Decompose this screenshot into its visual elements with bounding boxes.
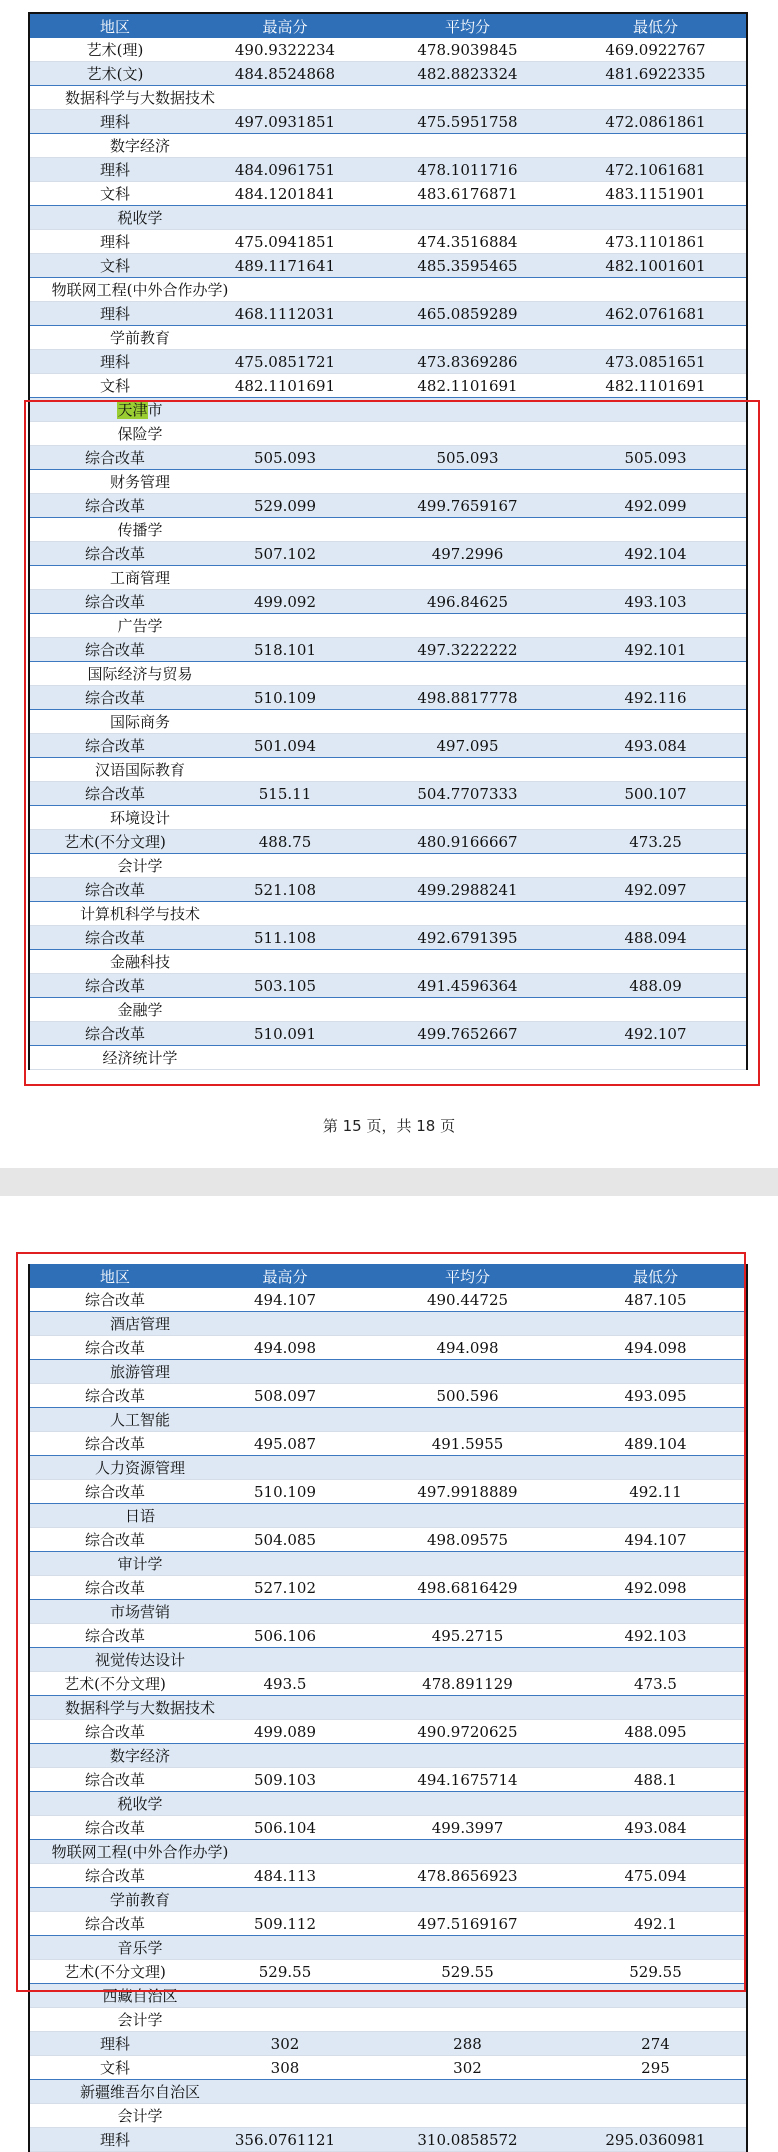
avg-score-cell: 482.1101691 [417,376,518,395]
min-score-cell: 473.1101861 [605,232,706,251]
major-row [30,278,746,302]
avg-score-cell: 500.596 [436,1386,499,1405]
category-cell: 综合改革 [84,1483,145,1501]
min-score-cell: 469.0922767 [605,40,706,59]
category-cell: 综合改革 [84,1867,145,1885]
major-row [30,1504,746,1528]
min-score-cell: 482.1101691 [605,376,706,395]
category-cell: 综合改革 [84,497,145,515]
min-score-cell: 505.093 [624,448,687,467]
major-row [30,86,746,110]
major-row [30,566,746,590]
table-row [30,542,746,566]
avg-score-cell: 478.8656923 [417,1866,518,1885]
max-score-cell: 494.107 [253,1290,317,1309]
table-row [30,782,746,806]
max-score-cell: 482.1101691 [234,376,336,395]
major-name: 视觉传达设计 [94,1651,185,1669]
major-name: 审计学 [117,1555,163,1573]
min-score-cell: 472.1061681 [605,160,706,179]
category-cell: 理科 [99,353,130,371]
major-row [30,326,746,350]
major-row [30,710,746,734]
table-row [30,1960,746,1984]
major-name: 会计学 [117,2011,163,2029]
min-score-cell: 462.0761681 [605,304,706,323]
category-cell: 综合改革 [84,1771,145,1789]
avg-score-cell: 310.0858572 [417,2130,518,2149]
max-score-cell: 505.093 [253,448,317,467]
avg-score-cell: 497.095 [436,736,499,755]
major-name: 工商管理 [109,569,170,587]
avg-score-cell: 496.84625 [426,592,509,611]
max-score-cell: 308 [270,2058,300,2077]
category-cell: 综合改革 [84,1915,145,1933]
avg-score-cell: 505.093 [436,448,499,467]
major-name: 学前教育 [109,1891,170,1909]
avg-score-cell: 475.5951758 [417,112,518,131]
table-row [30,38,746,62]
major-name: 物联网工程(中外合作办学) [51,281,229,299]
max-score-cell: 527.102 [253,1578,317,1597]
major-row [30,1456,746,1480]
max-score-cell: 497.0931851 [234,112,336,131]
region-row [30,398,746,422]
category-cell: 综合改革 [84,545,145,563]
major-row [30,902,746,926]
page-separator [0,1168,778,1196]
max-score-cell: 518.101 [253,640,317,659]
min-score-cell: 492.1 [634,1914,677,1933]
major-row [30,1360,746,1384]
min-score-cell: 493.084 [624,1818,687,1837]
avg-score-cell: 529.55 [441,1962,494,1981]
avg-score-cell: 478.1011716 [417,160,518,179]
major-row [30,998,746,1022]
min-score-cell: 475.094 [624,1866,687,1885]
avg-score-cell: 497.9918889 [417,1482,518,1501]
max-score-cell: 510.109 [253,1482,317,1501]
avg-score-cell: 497.2996 [431,544,504,563]
avg-score-cell: 494.098 [436,1338,499,1357]
major-name: 传播学 [117,521,163,539]
major-row [30,1648,746,1672]
column-header: 地区 [99,17,130,36]
category-cell: 综合改革 [84,641,145,659]
max-score-cell: 475.0941851 [234,232,336,251]
avg-score-cell: 480.9166667 [417,832,518,851]
major-name: 环境设计 [109,809,170,827]
major-row [30,1936,746,1960]
major-row [30,1312,746,1336]
max-score-cell: 488.75 [258,832,312,851]
table-row [30,2128,746,2152]
table-row [30,1912,746,1936]
major-name: 数字经济 [109,1747,170,1765]
table-row [30,230,746,254]
table-row [30,494,746,518]
major-row [30,206,746,230]
major-row [30,1792,746,1816]
table-row [30,254,746,278]
min-score-cell: 295 [641,2058,670,2077]
min-score-cell: 295.0360981 [605,2130,706,2149]
major-row [30,806,746,830]
major-row [30,662,746,686]
min-score-cell: 488.094 [624,928,687,947]
table-row [30,734,746,758]
page-footer: 第 15 页，共 18 页 [322,1117,456,1135]
avg-score-cell: 498.6816429 [417,1578,518,1597]
category-cell: 综合改革 [84,1579,145,1597]
avg-score-cell: 495.2715 [431,1626,504,1645]
major-row [30,1696,746,1720]
score-table-page-15 [28,12,748,1070]
table-row [30,1432,746,1456]
major-name: 汉语国际教育 [94,761,185,779]
max-score-cell: 503.105 [253,976,317,995]
min-score-cell: 500.107 [624,784,687,803]
avg-score-cell: 302 [453,2058,482,2077]
min-score-cell: 483.1151901 [605,184,706,203]
avg-score-cell: 478.9039845 [417,40,518,59]
min-score-cell: 473.0851651 [605,352,706,371]
min-score-cell: 493.095 [624,1386,687,1405]
category-cell: 综合改革 [84,593,145,611]
table-row [30,1624,746,1648]
min-score-cell: 487.105 [624,1290,687,1309]
avg-score-cell: 465.0859289 [417,304,518,323]
category-cell: 艺术(文) [86,65,144,83]
max-score-cell: 510.091 [253,1024,317,1043]
major-name: 酒店管理 [109,1315,170,1333]
max-score-cell: 499.089 [253,1722,317,1741]
max-score-cell: 507.102 [253,544,317,563]
max-score-cell: 501.094 [253,736,317,755]
avg-score-cell: 498.09575 [426,1530,509,1549]
category-cell: 艺术(不分文理) [64,833,166,851]
column-header: 地区 [99,1267,130,1286]
major-name: 学前教育 [109,329,170,347]
pdf-page-16 [0,1196,778,2152]
category-cell: 综合改革 [84,1387,145,1405]
table-row [30,638,746,662]
min-score-cell: 492.11 [629,1482,682,1501]
major-name: 国际商务 [109,713,170,731]
table-row [30,2032,746,2056]
major-name: 数据科学与大数据技术 [64,1699,215,1717]
table-row [30,1864,746,1888]
region-row [30,1984,746,2008]
avg-score-cell: 498.8817778 [417,688,518,707]
column-header: 平均分 [444,1267,490,1286]
major-name: 计算机科学与技术 [79,905,200,923]
max-score-cell: 529.55 [258,1962,312,1981]
column-header: 最高分 [262,17,308,36]
category-cell: 综合改革 [84,881,145,899]
min-score-cell: 492.116 [624,688,687,707]
major-row [30,422,746,446]
max-score-cell: 484.1201841 [234,184,336,203]
avg-score-cell: 504.7707333 [417,784,518,803]
category-cell: 理科 [99,161,130,179]
table-row [30,1022,746,1046]
table-row [30,182,746,206]
table-row [30,1576,746,1600]
category-cell: 文科 [99,2059,130,2077]
category-cell: 艺术(不分文理) [64,1675,166,1693]
major-row [30,134,746,158]
category-cell: 综合改革 [84,1291,145,1309]
category-cell: 理科 [99,233,130,251]
major-name: 保险学 [117,425,163,443]
max-score-cell: 494.098 [253,1338,317,1357]
major-name: 物联网工程(中外合作办学) [51,1843,229,1861]
major-row [30,1744,746,1768]
max-score-cell: 515.11 [258,784,312,803]
table-row [30,926,746,950]
min-score-cell: 473.5 [634,1674,677,1693]
max-score-cell: 506.106 [253,1626,317,1645]
table-header-row [30,1264,746,1288]
category-cell: 艺术(不分文理) [64,1963,166,1981]
avg-score-cell: 499.7659167 [417,496,518,515]
category-cell: 综合改革 [84,1627,145,1645]
category-cell: 综合改革 [84,1435,145,1453]
major-name: 人工智能 [109,1411,170,1429]
major-name: 日语 [124,1507,155,1525]
major-row [30,1600,746,1624]
table-row [30,110,746,134]
min-score-cell: 492.099 [624,496,687,515]
min-score-cell: 492.098 [624,1578,687,1597]
table-row [30,1480,746,1504]
max-score-cell: 511.108 [253,928,317,947]
avg-score-cell: 490.44725 [426,1290,509,1309]
max-score-cell: 509.103 [253,1770,317,1789]
max-score-cell: 495.087 [253,1434,317,1453]
max-score-cell: 484.8524868 [234,64,336,83]
max-score-cell: 468.1112031 [234,304,336,323]
avg-score-cell: 288 [453,2034,482,2053]
min-score-cell: 492.097 [624,880,687,899]
category-cell: 艺术(理) [86,41,144,59]
min-score-cell: 529.55 [629,1962,682,1981]
column-header: 平均分 [444,17,490,36]
max-score-cell: 508.097 [253,1386,317,1405]
avg-score-cell: 485.3595465 [417,256,518,275]
major-name: 人力资源管理 [94,1459,185,1477]
major-row [30,758,746,782]
max-score-cell: 475.0851721 [234,352,336,371]
region-name: 西藏自治区 [102,1987,178,2005]
max-score-cell: 499.092 [253,592,317,611]
avg-score-cell: 473.8369286 [417,352,518,371]
max-score-cell: 509.112 [253,1914,317,1933]
max-score-cell: 490.9322234 [234,40,336,59]
major-row [30,2008,746,2032]
region-name-suffix: 市 [147,401,163,419]
major-row [30,470,746,494]
major-name: 经济统计学 [102,1049,178,1067]
avg-score-cell: 494.1675714 [417,1770,518,1789]
major-row [30,1840,746,1864]
avg-score-cell: 478.891129 [422,1674,513,1693]
category-cell: 理科 [99,113,130,131]
category-cell: 综合改革 [84,1723,145,1741]
region-name [30,399,250,420]
major-row [30,1046,746,1070]
major-row [30,1888,746,1912]
column-header: 最高分 [262,1267,308,1286]
min-score-cell: 492.103 [624,1626,687,1645]
min-score-cell: 488.09 [629,976,682,995]
score-table-page-16 [28,1264,748,2152]
max-score-cell: 493.5 [263,1674,307,1693]
major-name: 金融学 [117,1001,163,1019]
min-score-cell: 489.104 [624,1434,687,1453]
avg-score-cell: 491.5955 [431,1434,504,1453]
table-row [30,590,746,614]
min-score-cell: 492.104 [624,544,687,563]
category-cell: 文科 [99,185,130,203]
min-score-cell: 493.084 [624,736,687,755]
min-score-cell: 494.107 [624,1530,687,1549]
min-score-cell: 492.107 [624,1024,687,1043]
category-cell: 综合改革 [84,785,145,803]
avg-score-cell: 497.5169167 [417,1914,518,1933]
avg-score-cell: 492.6791395 [417,928,518,947]
min-score-cell: 488.095 [624,1722,687,1741]
major-row [30,950,746,974]
max-score-cell: 510.109 [253,688,317,707]
max-score-cell: 529.099 [253,496,317,515]
table-row [30,1768,746,1792]
table-row [30,686,746,710]
min-score-cell: 494.098 [624,1338,687,1357]
avg-score-cell: 497.3222222 [417,640,518,659]
major-name: 音乐学 [117,1939,163,1957]
table-row [30,1720,746,1744]
major-row [30,2104,746,2128]
avg-score-cell: 474.3516884 [417,232,518,251]
table-row [30,1528,746,1552]
min-score-cell: 274 [641,2034,670,2053]
table-row [30,878,746,902]
major-name: 数据科学与大数据技术 [64,89,215,107]
region-name: 新疆维吾尔自治区 [79,2083,200,2101]
major-name: 税收学 [117,209,163,227]
min-score-cell: 482.1001601 [605,256,706,275]
category-cell: 理科 [99,2035,130,2053]
avg-score-cell: 499.3997 [431,1818,504,1837]
max-score-cell: 521.108 [253,880,317,899]
column-header: 最低分 [632,1267,678,1286]
avg-score-cell: 499.2988241 [417,880,518,899]
major-name: 国际经济与贸易 [87,665,193,683]
table-row [30,350,746,374]
major-row [30,1552,746,1576]
min-score-cell: 472.0861861 [605,112,706,131]
table-header-row [30,14,746,38]
avg-score-cell: 499.7652667 [417,1024,518,1043]
category-cell: 理科 [99,305,130,323]
table-row [30,2056,746,2080]
major-row [30,1408,746,1432]
max-score-cell: 489.1171641 [234,256,336,275]
major-name: 会计学 [117,857,163,875]
min-score-cell: 493.103 [624,592,687,611]
category-cell: 综合改革 [84,737,145,755]
max-score-cell: 356.0761121 [234,2130,336,2149]
major-name: 财务管理 [109,473,170,491]
table-row [30,1384,746,1408]
table-row [30,830,746,854]
table-row [30,1672,746,1696]
category-cell: 综合改革 [84,929,145,947]
category-cell: 综合改革 [84,977,145,995]
table-row [30,158,746,182]
table-row [30,1816,746,1840]
table-row [30,974,746,998]
avg-score-cell: 490.9720625 [417,1722,518,1741]
max-score-cell: 302 [270,2034,300,2053]
column-header: 最低分 [632,17,678,36]
avg-score-cell: 483.6176871 [417,184,518,203]
major-name: 旅游管理 [109,1363,170,1381]
major-name: 广告学 [117,617,163,635]
major-row [30,518,746,542]
table-row [30,446,746,470]
major-row [30,614,746,638]
major-row [30,854,746,878]
category-cell: 综合改革 [84,689,145,707]
avg-score-cell: 482.8823324 [417,64,518,83]
search-highlight: 天津 [117,401,148,419]
category-cell: 综合改革 [84,1819,145,1837]
major-name: 金融科技 [109,953,170,971]
table-row [30,302,746,326]
min-score-cell: 492.101 [624,640,687,659]
category-cell: 综合改革 [84,1339,145,1357]
category-cell: 文科 [99,257,130,275]
category-cell: 综合改革 [84,1025,145,1043]
max-score-cell: 484.113 [253,1866,317,1885]
max-score-cell: 506.104 [253,1818,317,1837]
major-name: 会计学 [117,2107,163,2125]
region-row [30,2080,746,2104]
table-row [30,374,746,398]
min-score-cell: 473.25 [629,832,682,851]
max-score-cell: 484.0961751 [234,160,336,179]
category-cell: 综合改革 [84,1531,145,1549]
category-cell: 综合改革 [84,449,145,467]
table-row [30,1288,746,1312]
major-name: 税收学 [117,1795,163,1813]
table-row [30,62,746,86]
min-score-cell: 488.1 [634,1770,677,1789]
major-name: 市场营销 [109,1603,170,1621]
min-score-cell: 481.6922335 [605,64,706,83]
avg-score-cell: 491.4596364 [417,976,518,995]
category-cell: 文科 [99,377,130,395]
category-cell: 理科 [99,2131,130,2149]
major-name: 数字经济 [109,137,170,155]
max-score-cell: 504.085 [253,1530,317,1549]
table-row [30,1336,746,1360]
